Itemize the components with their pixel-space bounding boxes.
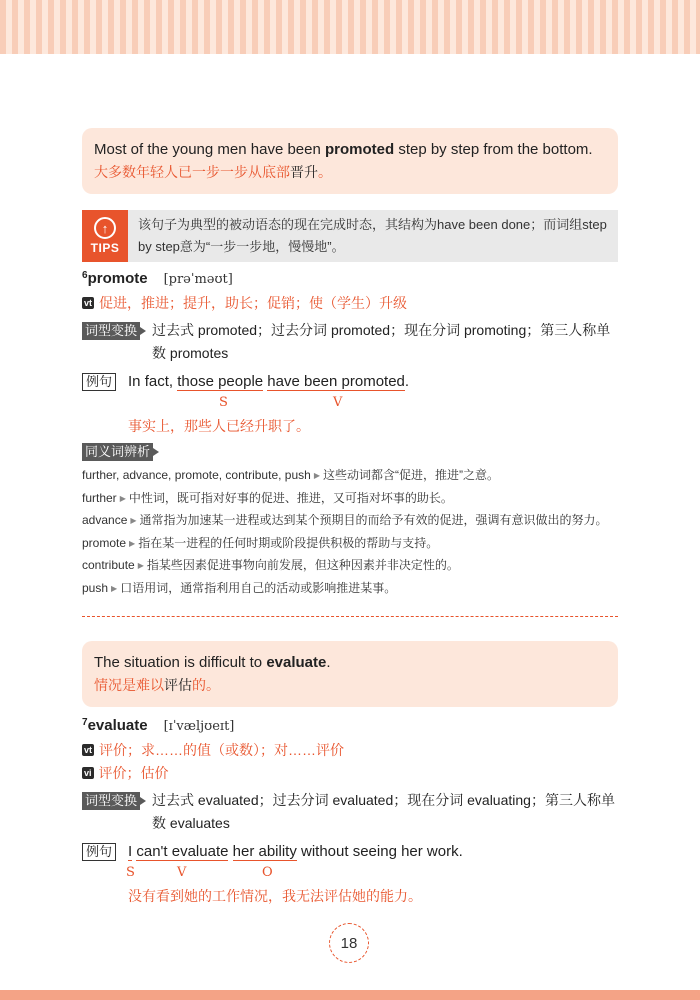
word-entry-header	[82, 270, 618, 287]
triangle-right-icon: ▶	[137, 561, 144, 570]
object-marker: O	[262, 865, 273, 880]
sentence-chinese	[94, 674, 606, 696]
keyword: evaluate	[266, 654, 327, 671]
synonym-word: push	[82, 580, 109, 595]
synonym-list	[82, 465, 618, 600]
triangle-right-icon: ▶	[129, 538, 136, 548]
subject-marker: S	[126, 865, 135, 880]
example-label: 例句	[82, 843, 116, 861]
phonetic: [ɪˈvæljʊeɪt]	[163, 719, 235, 734]
headword: evaluate	[87, 717, 148, 734]
example-sentence-box-1	[82, 128, 618, 194]
example-fragment: .	[404, 373, 410, 390]
synonym-desc: 中性词，既可指对好事的促进、推进，又可指对坏事的助长。	[128, 490, 453, 505]
example-sentence	[82, 841, 618, 863]
word-forms-label: 词型变换	[82, 322, 140, 340]
example-text	[128, 371, 409, 393]
footer-bar	[0, 990, 700, 1000]
synonym-word: advance	[82, 513, 128, 527]
subject-phrase: I	[128, 843, 133, 860]
word-entry-header	[82, 717, 618, 734]
synonym-desc: 这些动词都含“促进，推进”之意。	[322, 468, 499, 482]
example-sentence	[82, 371, 618, 393]
sentence-text: 的。	[192, 677, 220, 693]
synonym-word: further	[82, 490, 117, 505]
example-translation: 事实上，那些人已经升职了。	[128, 418, 310, 434]
arrow-up-icon: ↑	[94, 217, 116, 239]
example-fragment: In fact,	[128, 373, 178, 390]
synonym-item	[82, 578, 618, 601]
triangle-right-icon: ▶	[119, 493, 126, 503]
tips-badge	[82, 210, 128, 262]
synonym-word: contribute	[82, 558, 135, 572]
part-of-speech-tag: vt	[84, 745, 93, 755]
definition: 评价；求……的值（或数）；对……评价	[99, 742, 345, 758]
sentence-english	[94, 139, 606, 161]
headword: promote	[87, 270, 148, 287]
entry-number: 7	[82, 717, 88, 728]
example-label: 例句	[82, 373, 116, 391]
verb-marker: V	[333, 395, 343, 410]
synonym-desc: 指在某一进程的任何时期或阶段提供积极的帮助与支持。	[138, 535, 439, 550]
sentence-text: step by step from the bottom.	[394, 141, 593, 158]
synonym-desc: 口语用词，通常指利用自己的活动或影响推进某事。	[120, 580, 397, 595]
synonym-label: 同义词辨析	[82, 443, 153, 461]
section-divider	[82, 616, 618, 617]
keyword-translation: 晋升	[290, 164, 318, 180]
subject-marker: S	[219, 395, 228, 410]
word-forms-text: 过去式 evaluated；过去分词 evaluated；现在分词 evaluating；第三人称单数 evaluates	[152, 792, 615, 831]
triangle-right-icon: ▶	[313, 471, 320, 480]
page-number: 18	[329, 923, 369, 963]
word-forms	[82, 319, 618, 365]
word-forms-text: 过去式 promoted；过去分词 promoted；现在分词 promoting；第三人称单数 promotes	[152, 322, 611, 361]
verb-phrase: can't evaluate	[136, 843, 229, 860]
header-stripe	[0, 0, 700, 54]
tips-label: TIPS	[90, 241, 120, 255]
sentence-text: 大多数年轻人已一步一步从底部	[94, 164, 290, 180]
synonym-item	[82, 555, 618, 578]
synonym-item	[82, 488, 618, 511]
synonym-desc: 通常指为加速某一进程或达到某个预期目的而给予有效的促进，强调有意识做出的努力。	[139, 513, 608, 527]
sentence-text: 情况是难以	[94, 677, 164, 693]
phonetic: [prəˈməʊt]	[163, 272, 233, 287]
example-fragment: without seeing her work.	[296, 843, 463, 860]
example-text	[128, 841, 463, 863]
synonym-word: promote	[82, 535, 127, 550]
example-translation: 没有看到她的工作情况，我无法评估她的能力。	[128, 888, 422, 904]
tips-text: 该句子为典型的被动语态的现在完成时态，其结构为have been done；而词组step by step意为“一步一步地，慢慢地”。	[138, 217, 607, 254]
part-of-speech-tag: vi	[84, 768, 92, 778]
synonym-item	[82, 465, 618, 488]
verb-marker: V	[177, 865, 187, 880]
entry-number: 6	[82, 270, 88, 281]
word-forms-label: 词型变换	[82, 792, 140, 810]
sentence-chinese	[94, 161, 606, 183]
definition-line	[82, 293, 618, 313]
definition: 评价；估价	[98, 765, 169, 781]
object-phrase: her ability	[232, 843, 297, 860]
keyword: promoted	[324, 141, 395, 158]
verb-phrase: have been promoted	[267, 373, 405, 390]
definition: 促进，推进；提升，助长；促销；使（学生）升级	[99, 295, 408, 311]
synonym-desc: 指某些因素促进事物向前发展，但这种因素并非决定性的。	[146, 558, 459, 572]
sentence-english	[94, 652, 606, 674]
example-sentence-box-2	[82, 641, 618, 707]
keyword-translation: 评估	[164, 677, 192, 693]
triangle-right-icon: ▶	[130, 516, 137, 525]
definition-line	[82, 763, 618, 783]
word-forms	[82, 789, 618, 835]
subject-phrase: those people	[177, 373, 264, 390]
synonym-item	[82, 533, 618, 556]
sentence-text: 。	[318, 164, 332, 180]
grammar-markers	[82, 393, 618, 415]
definition-line	[82, 740, 618, 760]
synonym-word: further, advance, promote, contribute, push	[82, 468, 311, 482]
page-content	[82, 128, 618, 907]
sentence-text: Most of the young men have been	[94, 141, 325, 158]
synonym-item	[82, 510, 618, 533]
triangle-right-icon: ▶	[111, 583, 118, 593]
part-of-speech-tag: vt	[84, 298, 93, 308]
grammar-markers	[82, 863, 618, 885]
tips-box	[82, 210, 618, 262]
sentence-text: .	[326, 654, 331, 671]
sentence-text: The situation is difficult to	[94, 654, 267, 671]
